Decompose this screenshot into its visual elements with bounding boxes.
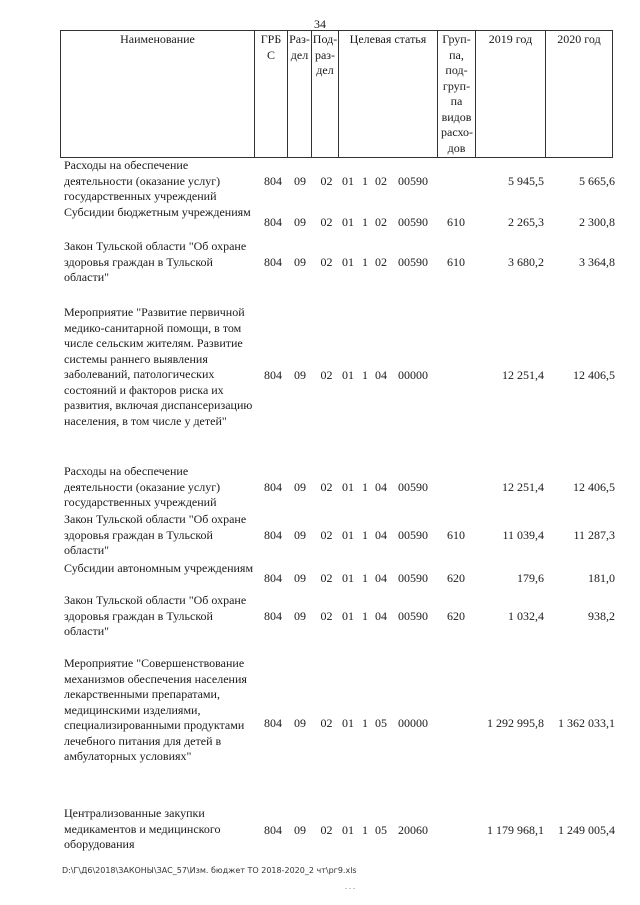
- row-target-subprogram: 1: [362, 609, 368, 623]
- table-row: [0, 464, 640, 512]
- row-target-program: 01: [342, 716, 354, 730]
- file-path-footer: D:\Г\Д6\2018\ЗАКОНЫ\ЗАС_57\Изм. бюджет ТО 2018-2020_2 чт\рг9.xls: [62, 866, 357, 875]
- row-value-2020: 181,0: [588, 571, 615, 585]
- row-target-subprogram: 1: [362, 480, 368, 494]
- row-podrazdel: 02: [320, 609, 333, 623]
- row-target-direction: 00590: [398, 255, 428, 269]
- row-razdel: 09: [294, 255, 306, 269]
- row-value-2020: 938,2: [588, 609, 615, 623]
- header-2020: 2020 год: [557, 32, 601, 46]
- row-value-2019: 1 292 995,8: [487, 716, 544, 730]
- table-row: [0, 305, 640, 445]
- row-target-event: 04: [375, 368, 387, 382]
- row-grbs: 804: [264, 368, 282, 382]
- row-target-program: 01: [342, 528, 354, 542]
- row-razdel: 09: [294, 571, 306, 585]
- table-row: [0, 561, 640, 593]
- row-name: Закон Тульской области "Об охране здоровья граждан в Тульской области": [64, 593, 247, 638]
- row-grbs: 804: [264, 174, 282, 188]
- row-name: Расходы на обеспечение деятельности (оказание услуг) государственных учреждений: [64, 158, 221, 203]
- table-row: [0, 158, 640, 206]
- row-target-subprogram: 1: [362, 716, 368, 730]
- row-value-2020: 5 665,6: [579, 174, 615, 188]
- row-value-2019: 2 265,3: [508, 215, 544, 229]
- header-name: Наименование: [61, 31, 255, 158]
- row-expense-group: 620: [447, 571, 465, 585]
- row-expense-group: 610: [447, 215, 465, 229]
- table-row: [0, 512, 640, 560]
- row-target-program: 01: [342, 609, 354, 623]
- row-target-subprogram: 1: [362, 174, 368, 188]
- header-2019: 2019 год: [476, 31, 546, 158]
- row-target-subprogram: 1: [362, 823, 368, 837]
- row-razdel: 09: [294, 823, 306, 837]
- row-name: Закон Тульской области "Об охране здоровья граждан в Тульской области": [64, 512, 247, 557]
- row-target-subprogram: 1: [362, 255, 368, 269]
- row-target-program: 01: [342, 571, 354, 585]
- row-expense-group: 620: [447, 609, 465, 623]
- row-target-event: 04: [375, 528, 387, 542]
- row-podrazdel: 02: [320, 823, 333, 837]
- row-target-subprogram: 1: [362, 571, 368, 585]
- row-target-direction: 00000: [398, 368, 428, 382]
- row-grbs: 804: [264, 215, 282, 229]
- row-target-program: 01: [342, 255, 354, 269]
- row-name: Мероприятие "Совершенствование механизмов обеспечения населения лекарственными препаратами, медицинскими изделиями, специализированными продуктами лечебного питания для детей в амбулаторных условиях": [64, 656, 247, 763]
- header-expense-group: Груп- па, под- груп- па видов расхо- дов: [438, 31, 476, 158]
- row-target-direction: 00590: [398, 174, 428, 188]
- row-target-event: 05: [375, 823, 387, 837]
- row-target-event: 04: [375, 480, 387, 494]
- row-razdel: 09: [294, 174, 306, 188]
- row-podrazdel: 02: [320, 174, 333, 188]
- row-target-direction: 00590: [398, 480, 428, 494]
- row-value-2019: 12 251,4: [502, 368, 544, 382]
- row-expense-group: 610: [447, 255, 465, 269]
- header-podrazdel: Под- раз- дел: [312, 31, 339, 158]
- row-target-direction: 00590: [398, 215, 428, 229]
- row-value-2020: 11 287,3: [573, 528, 615, 542]
- row-expense-group: 610: [447, 528, 465, 542]
- row-target-subprogram: 1: [362, 528, 368, 542]
- row-target-direction: 20060: [398, 823, 428, 837]
- row-target-event: 04: [375, 571, 387, 585]
- row-razdel: 09: [294, 716, 306, 730]
- row-value-2020: 12 406,5: [573, 368, 615, 382]
- row-target-direction: 00590: [398, 609, 428, 623]
- row-razdel: 09: [294, 368, 306, 382]
- table-header: [60, 30, 613, 158]
- row-target-event: 02: [375, 174, 387, 188]
- row-target-event: 05: [375, 716, 387, 730]
- header-razdel: Раз- дел: [288, 31, 312, 158]
- row-value-2020: 1 362 033,1: [558, 716, 615, 730]
- page-number: 34: [314, 17, 326, 31]
- row-value-2019: 11 039,4: [502, 528, 544, 542]
- row-razdel: 09: [294, 528, 306, 542]
- row-name: Расходы на обеспечение деятельности (оказание услуг) государственных учреждений: [64, 464, 221, 509]
- scan-marks: . . .: [345, 882, 355, 891]
- row-grbs: 804: [264, 823, 282, 837]
- row-grbs: 804: [264, 528, 282, 542]
- table-row: [0, 806, 640, 854]
- row-podrazdel: 02: [320, 215, 333, 229]
- row-target-subprogram: 1: [362, 215, 368, 229]
- row-target-program: 01: [342, 368, 354, 382]
- row-razdel: 09: [294, 215, 306, 229]
- row-target-direction: 00590: [398, 571, 428, 585]
- row-value-2020: 1 249 005,4: [558, 823, 615, 837]
- row-podrazdel: 02: [320, 528, 333, 542]
- table-row: [0, 656, 640, 796]
- row-target-direction: 00000: [398, 716, 428, 730]
- row-podrazdel: 02: [320, 716, 333, 730]
- row-grbs: 804: [264, 716, 282, 730]
- row-grbs: 804: [264, 571, 282, 585]
- row-grbs: 804: [264, 480, 282, 494]
- row-podrazdel: 02: [320, 571, 333, 585]
- row-target-subprogram: 1: [362, 368, 368, 382]
- row-name: Централизованные закупки медикаментов и медицинского оборудования: [64, 806, 221, 851]
- row-podrazdel: 02: [320, 368, 333, 382]
- row-value-2019: 12 251,4: [502, 480, 544, 494]
- row-target-event: 02: [375, 215, 387, 229]
- row-target-program: 01: [342, 823, 354, 837]
- row-name: Субсидии бюджетным учреждениям: [64, 205, 251, 219]
- row-podrazdel: 02: [320, 255, 333, 269]
- row-value-2020: 2 300,8: [579, 215, 615, 229]
- row-value-2019: 179,6: [517, 571, 544, 585]
- row-value-2019: 3 680,2: [508, 255, 544, 269]
- row-name: Закон Тульской области "Об охране здоровья граждан в Тульской области": [64, 239, 247, 284]
- row-value-2019: 1 179 968,1: [487, 823, 544, 837]
- header-grbs: ГРБ С: [255, 31, 288, 158]
- row-value-2019: 5 945,5: [508, 174, 544, 188]
- row-target-program: 01: [342, 480, 354, 494]
- table-row: [0, 239, 640, 287]
- row-target-program: 01: [342, 215, 354, 229]
- table-row: [0, 593, 640, 641]
- row-razdel: 09: [294, 609, 306, 623]
- row-name: Мероприятие "Развитие первичной медико-санитарной помощи, в том числе сельским жителям. Развитие системы раннего выявления заболеваний, патологических состояний и факторов риска их развития, включая диспансеризацию населения, в том числе у детей": [64, 305, 253, 428]
- row-grbs: 804: [264, 255, 282, 269]
- row-razdel: 09: [294, 480, 306, 494]
- row-value-2019: 1 032,4: [508, 609, 544, 623]
- row-target-direction: 00590: [398, 528, 428, 542]
- table-row: [0, 205, 640, 237]
- row-target-program: 01: [342, 174, 354, 188]
- row-value-2020: 3 364,8: [579, 255, 615, 269]
- row-podrazdel: 02: [320, 480, 333, 494]
- row-target-event: 04: [375, 609, 387, 623]
- row-target-event: 02: [375, 255, 387, 269]
- row-grbs: 804: [264, 609, 282, 623]
- row-name: Субсидии автономным учреждениям: [64, 561, 254, 575]
- header-target-article: Целевая статья: [339, 31, 438, 158]
- row-value-2020: 12 406,5: [573, 480, 615, 494]
